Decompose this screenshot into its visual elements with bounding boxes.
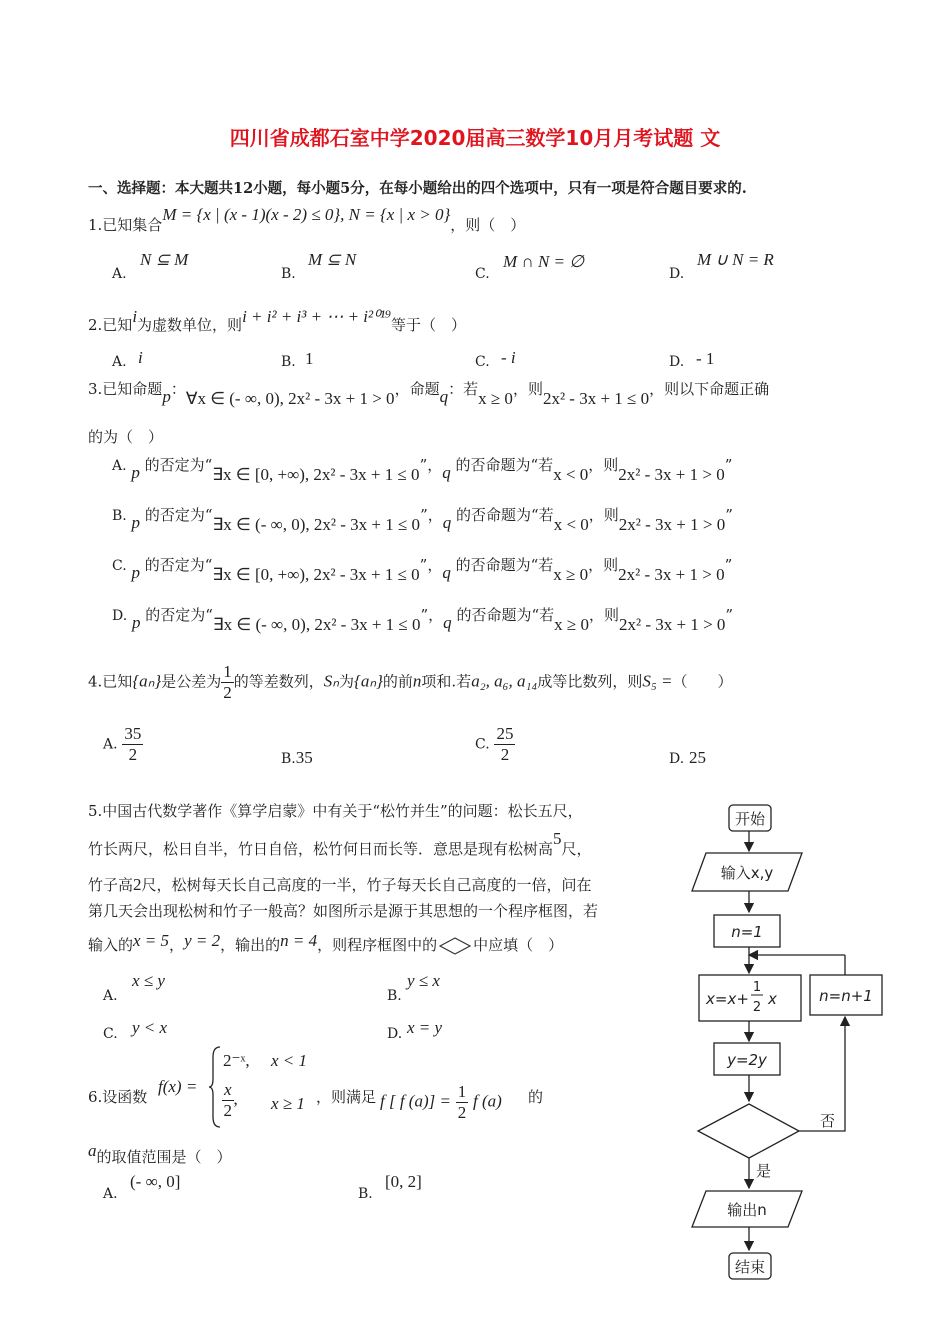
q5-line-2 xyxy=(88,829,592,859)
q4-option-a[interactable] xyxy=(103,724,143,765)
q5-line-4: 第几天会出现松树和竹子一般高？如图所示是源于其思想的一个程序框图，若 xyxy=(88,902,599,920)
q3-b-condition: x < 0 xyxy=(553,515,589,534)
start-label: 开始 xyxy=(734,810,766,828)
q5-x-equals-5: x = 5 xyxy=(133,931,170,950)
q2-option-b-label[interactable]: B. xyxy=(281,354,296,370)
q3-option-c-label: C. xyxy=(112,558,127,574)
q3-d-negation: ∃x ∈ (- ∞, 0), 2x² - 3x + 1 ≤ 0 xyxy=(212,615,421,634)
q5-option-b-label[interactable]: B. xyxy=(387,988,402,1004)
q1-option-c-label[interactable]: C. xyxy=(475,266,490,282)
update-y-label: y=2y xyxy=(727,1051,767,1069)
q4-text-f: 项和.若 xyxy=(421,672,472,691)
q3-c-then: ，则 xyxy=(588,556,619,574)
q4-option-b[interactable] xyxy=(281,748,313,768)
q3-b-contra-text: 的否命题为“若 xyxy=(456,506,554,524)
q6-case2-comma: , xyxy=(233,1089,238,1109)
program-flowchart xyxy=(680,795,890,1285)
q3-option-b[interactable] xyxy=(112,504,733,534)
q1-option-a-label[interactable]: A. xyxy=(112,266,127,282)
q1-option-b-label[interactable]: B. xyxy=(281,266,296,282)
q4-common-difference xyxy=(221,662,234,703)
q3-b-neg-text: 的否定为“ xyxy=(144,506,213,524)
q3-d-p: p xyxy=(131,613,141,632)
q2-option-d-label[interactable]: D. xyxy=(669,354,685,370)
q6-option-a-label[interactable]: A. xyxy=(103,1186,118,1202)
q6-lead: 6.设函数 xyxy=(88,1088,148,1106)
question-1-stem xyxy=(88,205,526,235)
q6-fa: f (a) xyxy=(473,1091,502,1111)
update-x-label-b: x xyxy=(768,990,777,1008)
q3-d-then: ，则 xyxy=(588,606,619,624)
q4-n: n xyxy=(412,671,422,691)
q3-a-quote: ”， xyxy=(419,456,443,474)
q5-option-c[interactable]: y < x xyxy=(132,1018,168,1037)
q6-equation xyxy=(380,1082,502,1123)
q3-option-d-label: D. xyxy=(112,608,128,624)
q5-option-a-label[interactable]: A. xyxy=(103,988,118,1004)
q3-option-d[interactable] xyxy=(112,604,734,634)
q1-sets-expression: M = {x | (x - 1)(x - 2) ≤ 0}, N = {x | x > 0} xyxy=(162,205,451,224)
q5-line-3 xyxy=(88,874,592,895)
q2-i: i xyxy=(132,307,138,326)
q6-ffa: f [ f (a)] = xyxy=(380,1091,451,1111)
q3-a-contra-text: 的否命题为“若 xyxy=(455,456,554,474)
update-n-label: n=n+1 xyxy=(819,987,873,1005)
q4-tail: （ ） xyxy=(672,672,733,691)
q3-d-q: q xyxy=(443,613,452,632)
q5-line-2b: 尺， xyxy=(561,840,592,858)
page-title: 四川省成都石室中学2020届高三数学10月月考试题 文 xyxy=(229,126,721,150)
q5-option-a[interactable]: x ≤ y xyxy=(132,971,165,990)
q5-line-3b: 尺，松树每天长自己高度的一半，竹子每天长自己高度的一倍，问在 xyxy=(141,876,592,894)
q3-d-end-quote: ” xyxy=(725,606,734,624)
q2-option-c[interactable]: - i xyxy=(501,348,516,367)
q5-line-3a: 竹子高 xyxy=(88,876,134,894)
q4-c-num: 25 xyxy=(496,724,514,743)
q5-option-b[interactable]: y ≤ x xyxy=(407,971,440,990)
q3-a-neg-text: 的否定为“ xyxy=(144,456,213,474)
q3-a-condition: x < 0 xyxy=(553,465,589,484)
q4-sequence-2: {aₙ} xyxy=(354,671,383,691)
q4-option-b-value: 35 xyxy=(295,748,313,767)
q4-option-c-label: C. xyxy=(475,736,490,753)
output-label: 输出n xyxy=(727,1201,767,1219)
update-x-frac-num: 1 xyxy=(752,980,762,995)
q4-option-c[interactable] xyxy=(475,724,515,765)
q6-half-num: 1 xyxy=(457,1082,467,1101)
q3-q-condition: x ≥ 0 xyxy=(478,389,513,408)
q1-option-c[interactable]: M ∩ N = ∅ xyxy=(503,252,585,271)
q2-sum-expression: i + i² + i³ + ⋯ + i²⁰¹⁹ xyxy=(242,307,391,326)
q3-text-b: ，命题 xyxy=(394,380,440,398)
q6-case2-den: 2 xyxy=(223,1101,233,1120)
q6-option-b-label[interactable]: B. xyxy=(358,1186,373,1202)
q5-line-5c: ，则程序框图中的 xyxy=(317,936,438,954)
q2-option-a-label[interactable]: A. xyxy=(112,354,127,370)
q5-line-1: 5.中国古代数学著作《算学启蒙》中有关于“松竹并生”的问题：松长五尺， xyxy=(88,802,583,820)
q3-option-c[interactable] xyxy=(112,554,733,584)
q5-n-equals-4: n = 4 xyxy=(280,931,318,950)
q6-half xyxy=(456,1082,469,1123)
q4-frac-numerator: 1 xyxy=(223,662,232,681)
q3-b-q: q xyxy=(442,513,452,532)
q3-d-quote: ”， xyxy=(420,606,444,624)
q6-case2-value xyxy=(222,1080,238,1121)
q4-frac-denominator: 2 xyxy=(223,683,232,702)
q3-p-expression: ∀x ∈ (- ∞, 0), 2x² - 3x + 1 > 0 xyxy=(185,389,395,408)
yes-label: 是 xyxy=(756,1162,772,1180)
q3-d-contra-text: 的否命题为“若 xyxy=(456,606,555,624)
q1-option-d[interactable]: M ∪ N = R xyxy=(697,250,774,269)
q1-lead: 1.已知集合 xyxy=(88,216,163,234)
q2-lead: 2.已知 xyxy=(88,316,133,334)
q3-c-q: q xyxy=(442,563,451,582)
q3-text-d: ，则 xyxy=(512,380,543,398)
q5-line-5d: 中应填（ ） xyxy=(473,936,564,954)
brace-icon xyxy=(208,1045,222,1129)
q4-sequence: {aₙ} xyxy=(132,671,162,691)
q6-text-c: 的 xyxy=(528,1088,544,1106)
q3-c-condition: x ≥ 0 xyxy=(553,565,589,584)
q3-a-p: p xyxy=(131,463,140,482)
q3-d-condition: x ≥ 0 xyxy=(554,615,589,634)
q3-a-then: ，则 xyxy=(588,456,619,474)
q1-option-d-label[interactable]: D. xyxy=(669,266,685,282)
q4-option-a-value xyxy=(122,724,143,765)
q3-c-end-quote: ” xyxy=(724,556,733,574)
q3-b-p: p xyxy=(131,513,141,532)
q5-line-5 xyxy=(88,931,564,955)
q6-tail: 的取值范围是（ ） xyxy=(96,1148,232,1166)
q4-text-g: 成等比数列，则 xyxy=(537,672,643,691)
q3-b-end-quote: ” xyxy=(725,506,733,524)
q4-option-a-label: A. xyxy=(103,736,118,753)
q3-c-quote: ”， xyxy=(419,556,443,574)
no-label: 否 xyxy=(820,1112,836,1130)
question-2-stem xyxy=(88,307,466,335)
q2-option-b[interactable]: 1 xyxy=(305,349,314,368)
q6-half-den: 2 xyxy=(457,1103,467,1122)
end-label: 结束 xyxy=(734,1258,766,1276)
q2-option-a[interactable]: i xyxy=(138,348,143,367)
q5-two: 2 xyxy=(133,875,142,894)
q2-option-c-label[interactable]: C. xyxy=(475,354,490,370)
q3-c-neg-text: 的否定为“ xyxy=(144,556,213,574)
q3-b-then: ，则 xyxy=(588,506,619,524)
q4-a-den: 2 xyxy=(128,745,138,764)
q3-c-contra-text: 的否命题为“若 xyxy=(455,556,554,574)
q3-b-negation: ∃x ∈ (- ∞, 0), 2x² - 3x + 1 ≤ 0 xyxy=(212,515,421,534)
q6-case2-condition: x ≥ 1 xyxy=(271,1094,305,1113)
q3-b-conclusion: 2x² - 3x + 1 > 0 xyxy=(618,515,726,534)
input-label: 输入x,y xyxy=(720,864,774,882)
q2-tail: 等于（ ） xyxy=(390,316,466,334)
q4-sn: Sₙ xyxy=(323,671,339,691)
q4-terms: a₂, a₆, a₁₄ xyxy=(471,671,538,691)
q4-text-c: 的等差数列， xyxy=(233,672,324,691)
q3-a-end-quote: ” xyxy=(724,456,733,474)
q3-colon: ： xyxy=(170,380,186,398)
q6-text-b: ，则满足 xyxy=(316,1088,377,1106)
q3-option-a[interactable] xyxy=(112,454,733,484)
q3-b-quote: ”， xyxy=(420,506,443,524)
q6-option-a[interactable]: (- ∞, 0] xyxy=(130,1172,181,1191)
decision-node xyxy=(698,1104,799,1158)
q2-text: 为虚数单位，则 xyxy=(137,316,243,334)
q3-q-conclusion: 2x² - 3x + 1 ≤ 0 xyxy=(542,389,650,408)
q3-a-q: q xyxy=(442,463,451,482)
q3-a-negation: ∃x ∈ [0, +∞), 2x² - 3x + 1 ≤ 0 xyxy=(212,465,420,484)
question-4-stem xyxy=(88,662,733,703)
q4-text-b: 是公差为 xyxy=(161,672,222,691)
q3-d-neg-text: 的否定为“ xyxy=(145,606,213,624)
q3-stem-continued: 的为（ ） xyxy=(88,428,164,446)
q4-s5: S₅ = xyxy=(642,671,673,691)
q6-case2-frac xyxy=(222,1080,234,1121)
q4-lead: 4.已知 xyxy=(88,672,133,691)
q1-option-a[interactable]: N ⊆ M xyxy=(140,250,189,269)
q6-case1-condition: x < 1 xyxy=(271,1051,308,1070)
q3-d-conclusion: 2x² - 3x + 1 > 0 xyxy=(618,615,726,634)
q5-line-5a: 输入的 xyxy=(88,936,134,954)
q1-tail: ，则（ ） xyxy=(450,216,526,234)
update-x-label-a: x=x+ xyxy=(706,990,749,1008)
q2-option-d[interactable]: - 1 xyxy=(696,349,715,368)
q5-y-equals-2: y = 2 xyxy=(184,931,221,950)
q4-option-d-value: 25 xyxy=(688,748,706,767)
update-x-frac-den: 2 xyxy=(752,1000,762,1015)
q5-option-d-label[interactable]: D. xyxy=(387,1026,403,1042)
q4-text-d: 为 xyxy=(339,672,355,691)
q3-c-conclusion: 2x² - 3x + 1 > 0 xyxy=(618,565,725,584)
q6-case2-num: x xyxy=(224,1080,232,1099)
section-heading: 一、选择题：本大题共12小题，每小题5分，在每小题给出的四个选项中，只有一项是符合题目要求的. xyxy=(88,180,747,197)
q5-option-d[interactable]: x = y xyxy=(407,1018,443,1037)
question-3-stem xyxy=(88,378,770,408)
diamond-icon xyxy=(439,937,471,955)
q5-option-c-label[interactable]: C. xyxy=(103,1026,118,1042)
q5-comma: ， xyxy=(169,936,185,954)
q3-lead: 3.已知命题 xyxy=(88,380,163,398)
q3-a-conclusion: 2x² - 3x + 1 > 0 xyxy=(618,465,725,484)
q5-five: 5 xyxy=(553,829,562,848)
q4-a-num: 35 xyxy=(124,724,142,743)
q3-option-b-label: B. xyxy=(112,508,127,524)
q3-q: q xyxy=(439,387,449,406)
q4-option-b-label: B. xyxy=(281,751,296,767)
q6-option-b[interactable]: [0, 2] xyxy=(385,1172,422,1191)
q6-a: a xyxy=(88,1141,97,1160)
q3-option-a-label: A. xyxy=(112,458,127,474)
q6-fx: f(x) = xyxy=(158,1077,198,1096)
q6-line-2 xyxy=(88,1141,232,1167)
q3-c-p: p xyxy=(131,563,140,582)
q1-option-b[interactable]: M ⊆ N xyxy=(308,250,357,269)
q4-option-d-label: D. xyxy=(669,751,685,767)
q4-c-den: 2 xyxy=(500,745,510,764)
q4-option-d[interactable] xyxy=(669,748,706,768)
q5-line-2a: 竹长两尺，松日自半，竹日自倍，松竹何日而长等．意思是现有松树高 xyxy=(88,840,554,858)
q3-c-negation: ∃x ∈ [0, +∞), 2x² - 3x + 1 ≤ 0 xyxy=(212,565,420,584)
q3-text-e: ，则以下命题正确 xyxy=(649,380,770,398)
q6-case1-value: 2⁻ˣ, xyxy=(223,1051,250,1070)
q3-text-c: ：若 xyxy=(448,380,479,398)
q4-text-e: 的前 xyxy=(382,672,413,691)
q4-option-c-value xyxy=(494,724,515,765)
init-label: n=1 xyxy=(731,923,763,941)
q3-p: p xyxy=(162,387,171,406)
q5-line-5b: ，输出的 xyxy=(220,936,281,954)
